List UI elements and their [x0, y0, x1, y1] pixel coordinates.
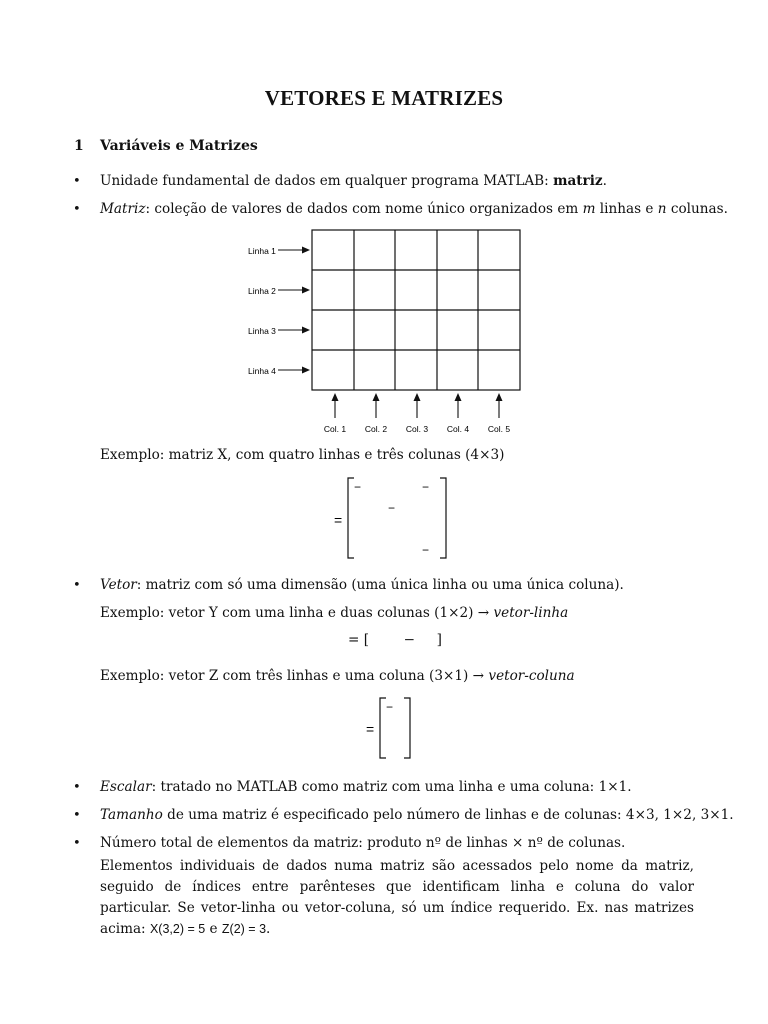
bullet-text: : coleção de valores de dados com nome único organizados em — [145, 201, 583, 217]
row-arrowheads — [302, 247, 310, 374]
paragraph-conjunction: e — [205, 921, 222, 937]
bullet-matriz — [100, 201, 728, 217]
section-heading — [74, 138, 258, 154]
example-vetor-linha — [100, 605, 568, 621]
italic-term: Escalar — [100, 779, 152, 795]
matrix-entry-dash: − — [422, 480, 430, 494]
col-arrowheads — [332, 393, 503, 401]
matrix-entry-dash: − — [388, 501, 396, 515]
bullet-tamanho — [100, 807, 734, 823]
bullet-marker: • — [73, 836, 81, 851]
bullet-total: Número total de elementos da matriz: produto nº de linhas × nº de colunas. — [100, 835, 626, 851]
bullet-text: : tratado no MATLAB como matriz com uma linha e uma coluna: 1×1. — [151, 779, 632, 795]
bullet-text: : matriz com só uma dimensão (uma única linha ou uma única coluna). — [136, 577, 624, 593]
matrix-entry-dash: − — [354, 480, 362, 494]
bold-term: matriz — [553, 173, 603, 189]
col-label-3: Col. 3 — [405, 424, 429, 434]
bullet-text-end: . — [602, 173, 607, 189]
matrix-figure — [240, 226, 530, 438]
italic-term: vetor-coluna — [488, 668, 575, 684]
indexing-paragraph — [100, 856, 694, 940]
col-label-5: Col. 5 — [487, 424, 511, 434]
bullet-marker: • — [73, 808, 81, 823]
row-label-2: Linha 2 — [248, 286, 276, 296]
var-n: n — [657, 201, 667, 217]
italic-term: Tamanho — [100, 807, 163, 823]
col-label-2: Col. 2 — [364, 424, 388, 434]
matrix-x-equation — [326, 474, 456, 564]
index-example-z: Z(2) = 3 — [221, 922, 267, 936]
col-label-4: Col. 4 — [446, 424, 470, 434]
bullet-escalar — [100, 779, 632, 795]
var-m: m — [582, 201, 596, 217]
matrix-entry-dash: − — [422, 543, 430, 557]
italic-term: Vetor — [100, 577, 137, 593]
right-bracket — [404, 698, 410, 758]
italic-term: Matriz — [100, 201, 146, 217]
col-label-1: Col. 1 — [323, 424, 347, 434]
equals-sign: = — [366, 721, 375, 737]
bullet-vetor — [100, 577, 624, 593]
index-example-x: X(3,2) = 5 — [149, 922, 206, 936]
bullet-text: linhas e — [595, 201, 658, 217]
section-title: Variáveis e Matrizes — [100, 138, 258, 154]
row-arrows — [278, 250, 304, 370]
row-label-1: Linha 1 — [248, 246, 276, 256]
bullet-marker: • — [73, 202, 81, 217]
vector-entry-dash: − — [386, 700, 394, 714]
paragraph-end: . — [266, 921, 271, 937]
bullet-unidade — [100, 173, 607, 189]
row-label-4: Linha 4 — [248, 366, 276, 376]
example-vetor-coluna — [100, 668, 575, 684]
section-number: 1 — [74, 138, 84, 154]
page-title: VETORES E MATRIZES — [264, 86, 504, 110]
bullet-marker: • — [73, 174, 81, 189]
example-matrix-caption: Exemplo: matriz X, com quatro linhas e três colunas (4×3) — [100, 447, 505, 463]
matrix-grid — [312, 230, 520, 390]
paragraph-text: Elementos individuais de dados numa matriz são acessados pelo nome da matriz, seguido de índices entre parênteses que identificam linha e coluna do valor particular. Se vetor-linha ou vetor-coluna, só um índice requerido. Ex. nas matrizes acima: — [100, 858, 694, 937]
bullet-marker: • — [73, 578, 81, 593]
vector-row-equation: = [ − ] — [348, 632, 442, 648]
column-vector-equation — [362, 694, 422, 764]
example-text: Exemplo: vetor Z com três linhas e uma coluna (3×1) → — [100, 668, 489, 684]
equals-sign: = — [334, 512, 343, 528]
right-bracket — [440, 478, 446, 558]
bullet-text: Unidade fundamental de dados em qualquer programa MATLAB: — [100, 173, 554, 189]
row-label-3: Linha 3 — [248, 326, 276, 336]
italic-term: vetor-linha — [493, 605, 569, 621]
bullet-text: colunas. — [666, 201, 728, 217]
bullet-text: de uma matriz é especificado pelo número de linhas e de colunas: 4×3, 1×2, 3×1. — [162, 807, 734, 823]
example-text: Exemplo: vetor Y com uma linha e duas colunas (1×2) → — [100, 605, 494, 621]
bullet-marker: • — [73, 780, 81, 795]
